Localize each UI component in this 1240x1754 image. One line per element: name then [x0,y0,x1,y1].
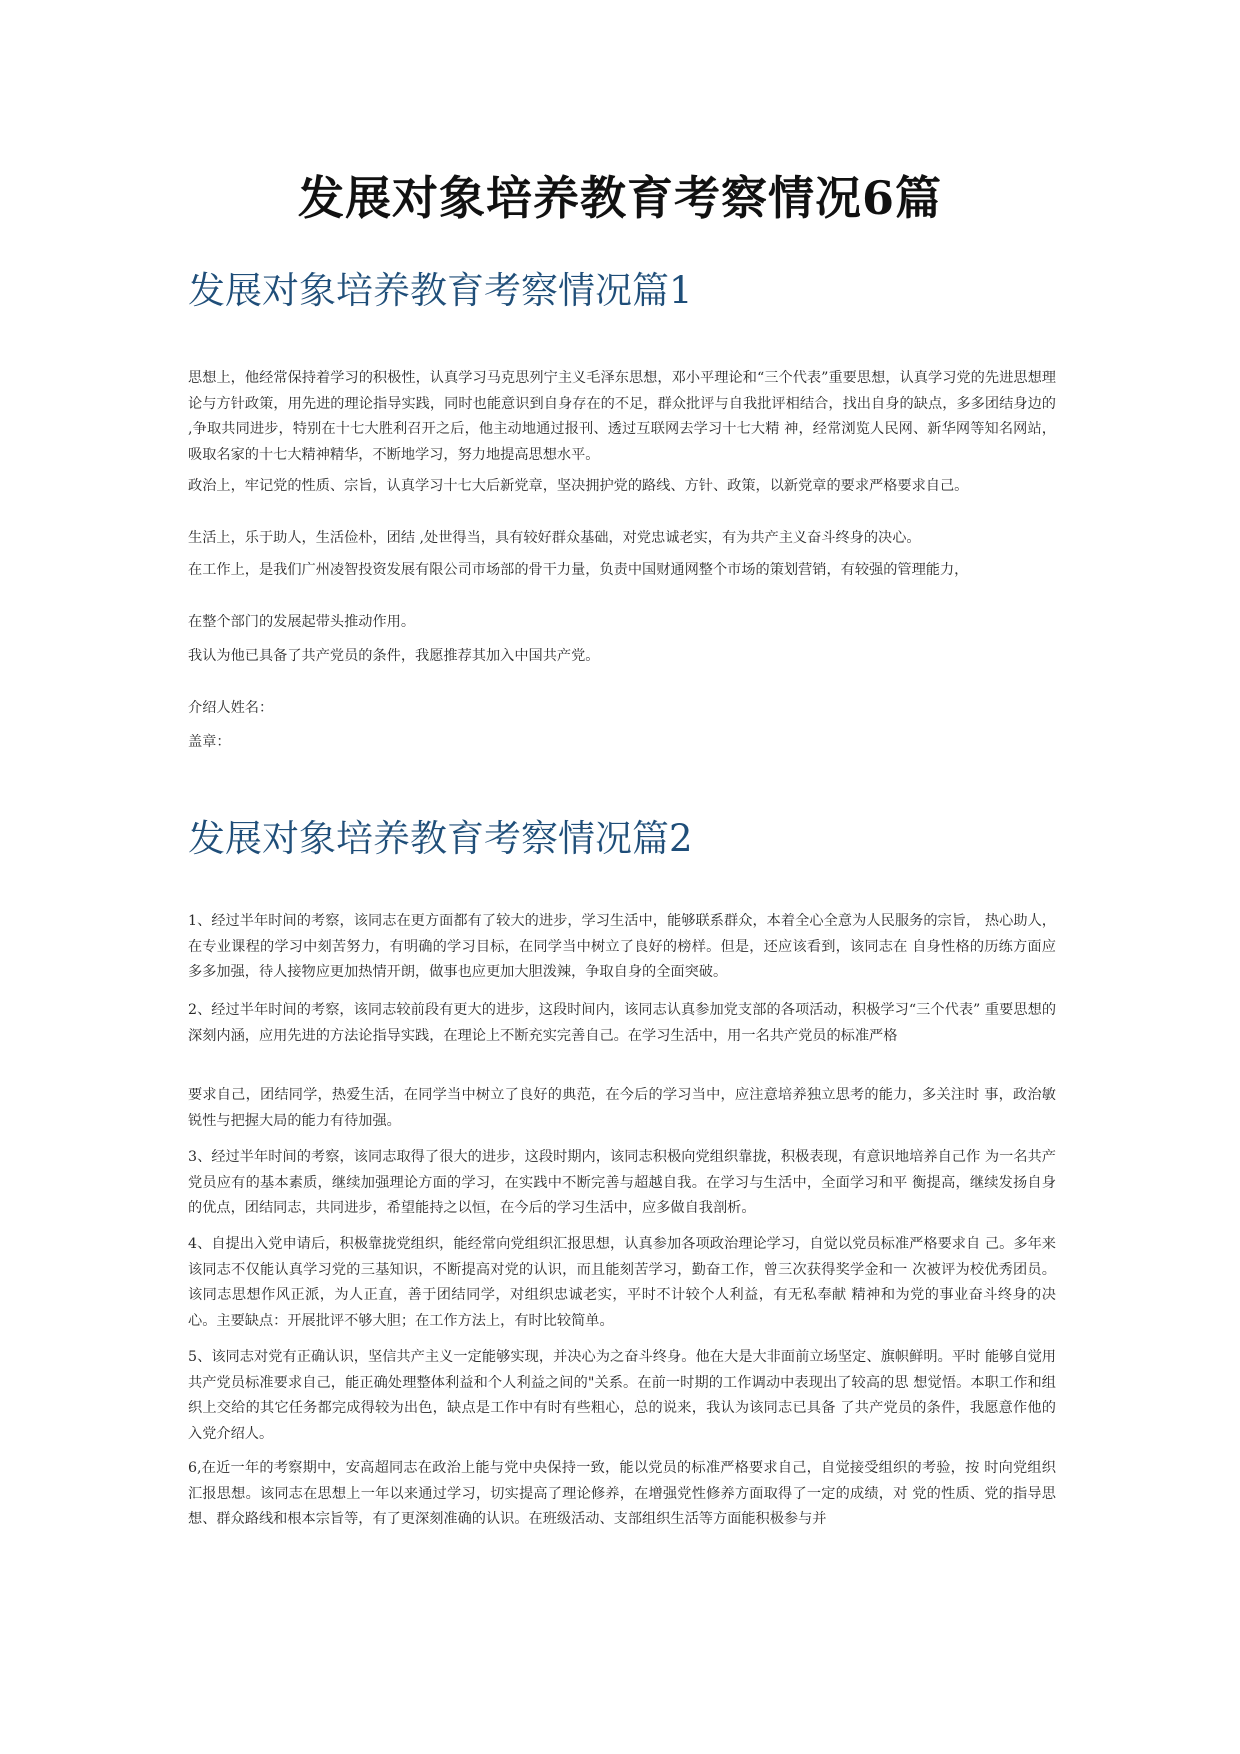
introducer-name-label: 介绍人姓名： [188,700,274,716]
section-1-paragraph: 思想上，他经常保持着学习的积极性，认真学习马克思列宁主义毛泽东思想，邓小平理论和“三个代表”重要思想，认真学习党的先进思想理论与方针政策，用先进的理论指导实践，同时也能意识到自身存在的不足，群众批评与自我批评相结合，找出自身的缺点，多多团结身边的 ,争取共同进步，特别在十七大胜利召开之后，他主动地通过报刊、透过互联网去学习十七大精 神，经常浏览人民网、新华网等知名网站，吸取名家的十七大精神精华，不断地学习，努力地提高思想水平。 [188,370,1056,463]
section-1-heading: 发展对象培养教育考察情况篇1 [188,269,693,312]
section-2-paragraph: 6,在近一年的考察期中，安高超同志在政治上能与党中央保持一致，能以党员的标准严格要求自己，自觉接受组织的考验，按 时向党组织汇报思想。该同志在思想上一年以来通过学习，切实提高了理论修养，在增强党性修养方面取得了一定的成绩，对 党的性质、党的指导思想、群众路线和根本宗旨等，有了更深刻准确的认识。在班级活动、支部组织生活等方面能积极参与并 [188,1460,1056,1528]
section-1-paragraph: 生活上，乐于助人，生活俭朴，团结 ,处世得当，具有较好群众基础，对党忠诚老实，有为共产主义奋斗终身的决心。 [188,530,921,546]
section-2-heading: 发展对象培养教育考察情况篇2 [188,817,693,860]
section-1-paragraph: 在整个部门的发展起带头推动作用。 [188,614,416,630]
section-2-paragraph: 3、经过半年时间的考察，该同志取得了很大的进步，这段时期内，该同志积极向党组织靠拢，积极表现，有意识地培养自己作 为一名共产党员应有的基本素质，继续加强理论方面的学习，在实践中不断完善与超越自我。在学习与生活中，全面学习和平 衡提高，继续发扬自身的优点，团结同志，共同进步，希望能持之以恒，在今后的学习生活中，应多做自我剖析。 [188,1149,1056,1217]
section-2-paragraph: 4、自提出入党申请后，积极靠拢党组织，能经常向党组织汇报思想，认真参加各项政治理论学习，自觉以党员标准严格要求自 己。多年来该同志不仅能认真学习党的三基知识，不断提高对党的认识，而且能刻苦学习，勤奋工作，曾三次获得奖学金和一 次被评为校优秀团员。该同志思想作风正派，为人正直，善于团结同学，对组织忠诚老实，平时不计较个人利益，有无私奉献 精神和为党的事业奋斗终身的决心。主要缺点：开展批评不够大胆；在工作方法上，有时比较简单。 [188,1236,1056,1329]
section-2-paragraph: 1、经过半年时间的考察，该同志在更方面都有了较大的进步，学习生活中，能够联系群众，本着全心全意为人民服务的宗旨， 热心助人，在专业课程的学习中刻苦努力，有明确的学习目标，在同学当中树立了良好的榜样。但是，还应该看到，该同志在 自身性格的历练方面应多多加强，待人接物应更加热情开朗，做事也应更加大胆泼辣，争取自身的全面突破。 [188,913,1056,981]
document-title: 发展对象培养教育考察情况6篇 [297,171,942,225]
section-1-paragraph: 政治上，牢记党的性质、宗旨，认真学习十七大后新党章，坚决拥护党的路线、方针、政策，以新党章的要求严格要求自己。 [188,478,969,494]
section-2-paragraph: 要求自己，团结同学，热爱生活，在同学当中树立了良好的典范，在今后的学习当中，应注意培养独立思考的能力，多关注时 事，政治敏锐性与把握大局的能力有待加强。 [188,1087,1056,1129]
seal-label: 盖章： [188,734,231,750]
section-1-paragraph: 在工作上，是我们广州凌智投资发展有限公司市场部的骨干力量，负责中国财通网整个市场的策划营销，有较强的管理能力， [188,562,969,578]
section-2-paragraph: 2、经过半年时间的考察，该同志较前段有更大的进步，这段时间内，该同志认真参加党支部的各项活动，积极学习“三个代表” 重要思想的深刻内涵，应用先进的方法论指导实践，在理论上不断充实完善自己。在学习生活中，用一名共产党员的标准严格 [188,1002,1057,1044]
section-1-paragraph: 我认为他已具备了共产党员的条件，我愿推荐其加入中国共产党。 [188,648,600,664]
section-2-paragraph: 5、该同志对党有正确认识，坚信共产主义一定能够实现，并决心为之奋斗终身。他在大是大非面前立场坚定、旗帜鲜明。平时 能够自觉用共产党员标准要求自己，能正确处理整体利益和个人利益之间的"关系。在前一时期的工作调动中表现出了较高的思 想觉悟。本职工作和组织上交给的其它任务都完成得较为出色，缺点是工作中有时有些粗心，总的说来，我认为该同志已具备 了共产党员的条件，我愿意作他的入党介绍人。 [188,1349,1056,1442]
